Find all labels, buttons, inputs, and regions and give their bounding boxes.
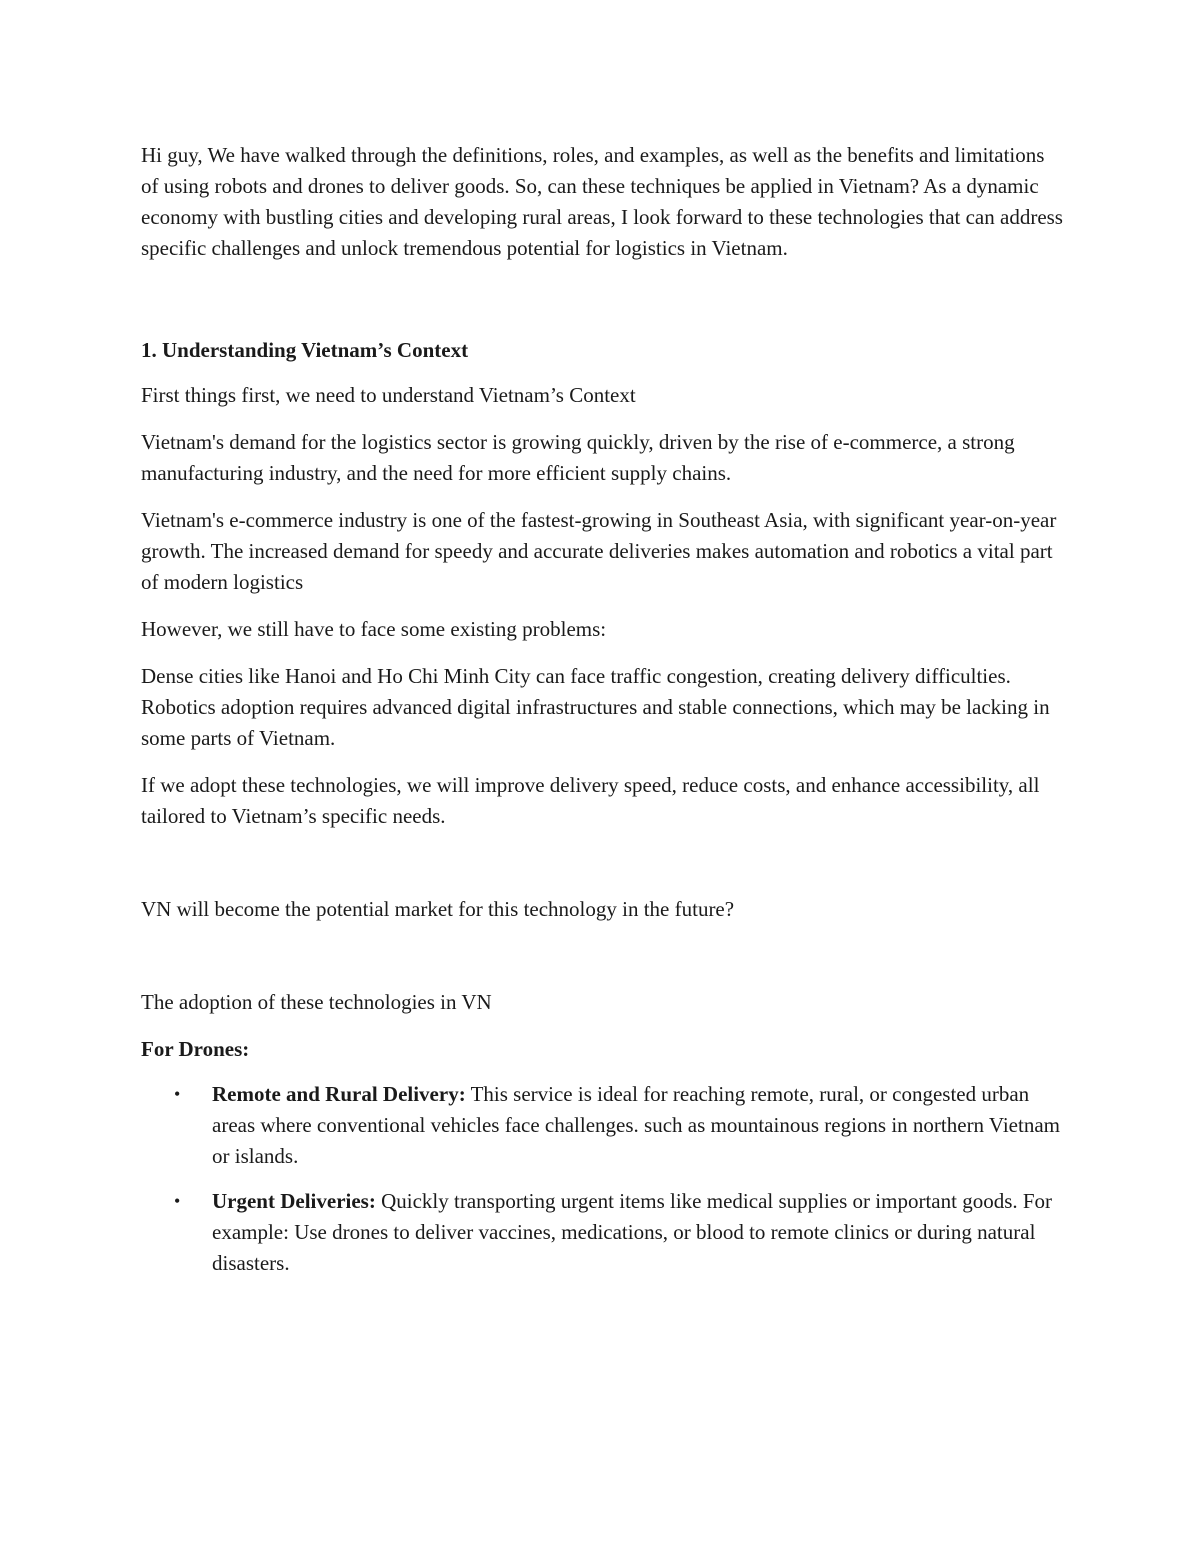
list-item [141,1079,1066,1172]
list-item-title: Urgent Deliveries: [212,1189,376,1213]
paragraph: First things first, we need to understand Vietnam’s Context [141,383,636,407]
paragraph: Vietnam's e-commerce industry is one of the fastest-growing in Southeast Asia, with significant year-on-year growth. The increased demand for speedy and accurate deliveries makes automation and robotics a vital part of modern logistics [141,508,1057,594]
paragraph: Vietnam's demand for the logistics sector is growing quickly, driven by the rise of e-commerce, a strong manufacturing industry, and the need for more efficient supply chains. [141,430,1015,485]
bullet-icon: • [174,1191,181,1211]
drones-heading: For Drones: [141,1037,250,1061]
paragraph: However, we still have to face some existing problems: [141,617,607,641]
list-item-text: Quickly transporting urgent items like medical supplies or important goods. For example: Use drones to deliver vaccines, medications, or blood to remote clinics or during natural disasters. [212,1189,1053,1275]
bullet-icon: • [174,1084,181,1104]
question-paragraph: VN will become the potential market for this technology in the future? [141,897,735,921]
intro-paragraph: Hi guy, We have walked through the definitions, roles, and examples, as well as the benefits and limitations of using robots and drones to deliver goods. So, can these techniques be applied in Vietnam? As a dynamic economy with bustling cities and developing rural areas, I look forward to these technologies that can address specific challenges and unlock tremendous potential for logistics in Vietnam. [141,143,1063,260]
paragraph: Dense cities like Hanoi and Ho Chi Minh City can face traffic congestion, creating delivery difficulties. Robotics adoption requires advanced digital infrastructures and stable connections, which may be lacking in some parts of Vietnam. [141,664,1050,750]
list-item-title: Remote and Rural Delivery: [212,1082,466,1106]
list-item-text: This service is ideal for reaching remote, rural, or congested urban areas where conventional vehicles face challenges. such as mountainous regions in northern Vietnam or islands. [212,1082,1060,1168]
adoption-paragraph: The adoption of these technologies in VN [141,990,492,1014]
paragraph: If we adopt these technologies, we will improve delivery speed, reduce costs, and enhance accessibility, all tailored to Vietnam’s specific needs. [141,773,1040,828]
section-heading: 1. Understanding Vietnam’s Context [141,338,469,362]
drones-list [141,1079,1066,1279]
document-body [141,140,1066,1293]
list-item [141,1186,1066,1279]
